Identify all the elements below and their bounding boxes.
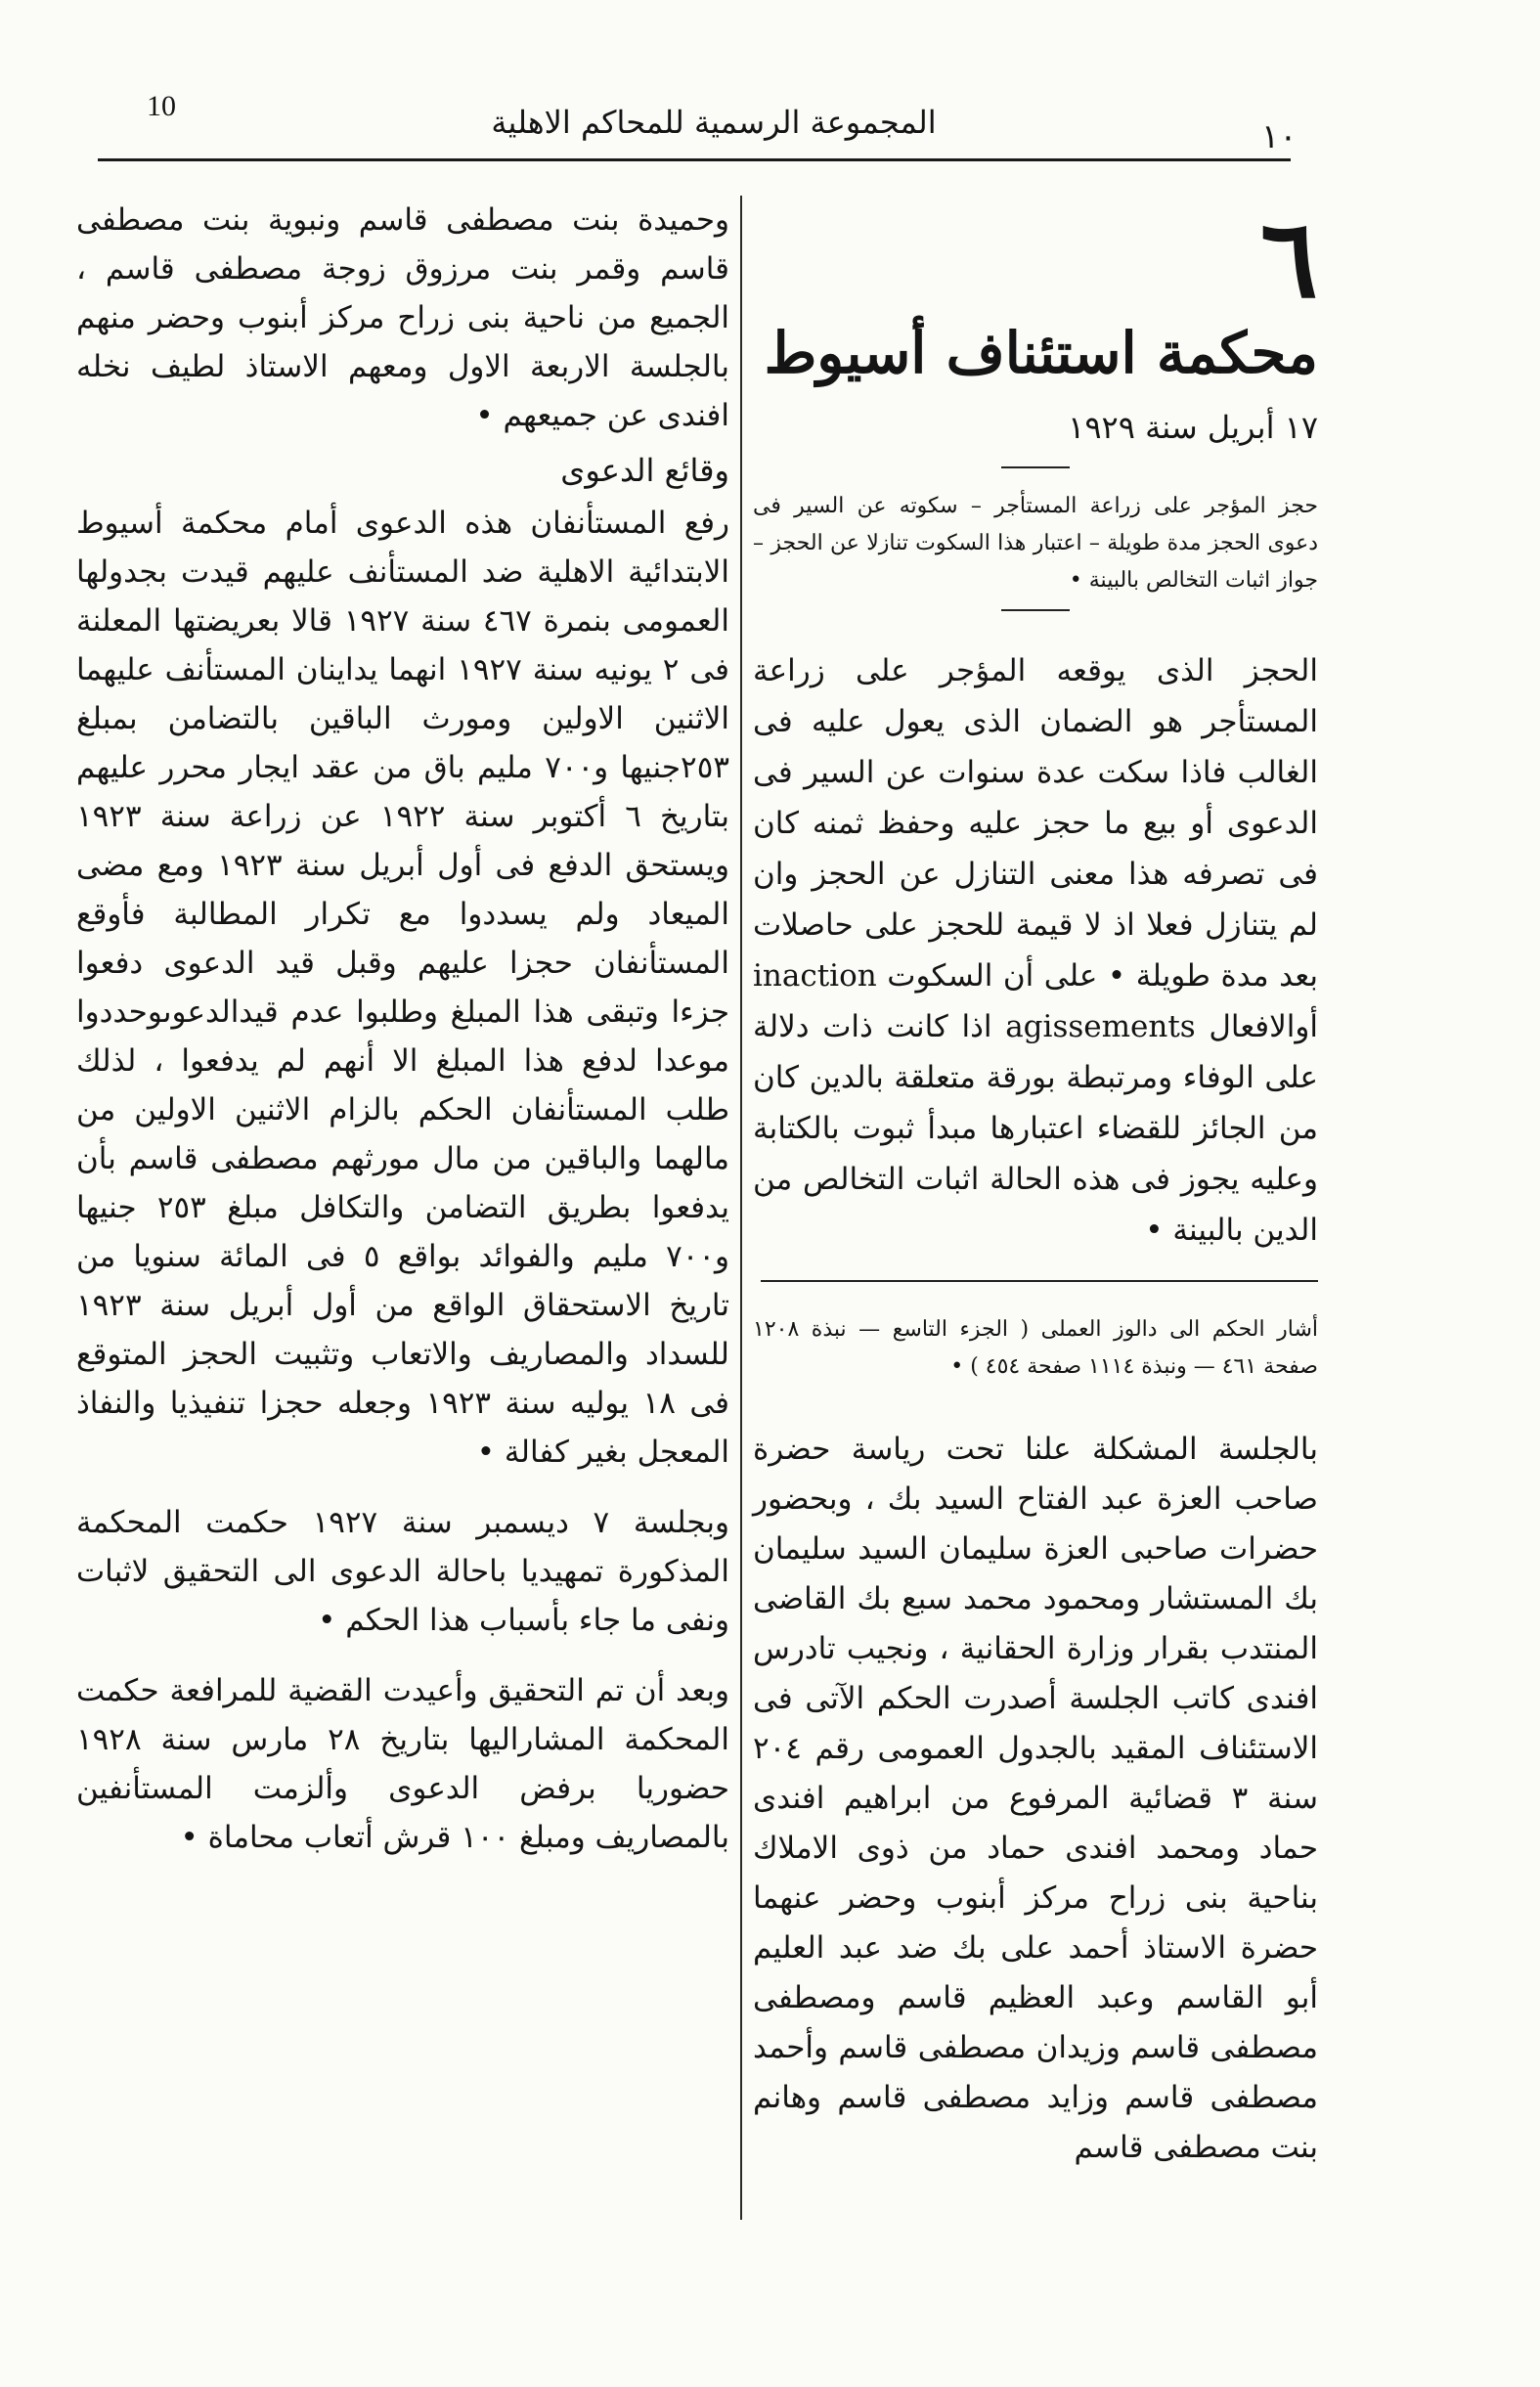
court-name: محكمة استئناف أسيوط	[764, 320, 1318, 386]
running-title: المجموعة الرسمية للمحاكم الاهلية	[491, 104, 937, 141]
case-summary: حجز المؤجر على زراعة المستأجر – سكوته عن السير فى دعوى الحجز مدة طويلة – اعتبار هذا السكوت تنازلا عن الحجز – جواز اثبات التخالص بالبينة •	[753, 494, 1318, 593]
section-heading: وقائع الدعوى	[560, 452, 729, 489]
left-column	[76, 196, 729, 1862]
page-number-arabic: ١٠	[1261, 117, 1298, 156]
column-divider	[740, 196, 742, 2220]
facts-paragraph-1: رفع المستأنفان هذه الدعوى أمام محكمة أسيوط الابتدائية الاهلية ضد المستأنف عليهم قيدت بجدولها العمومى بنمرة ٤٦٧ سنة ١٩٢٧ قالا بعريضتها المعلنة فى ٢ يونيه سنة ١٩٢٧ انهما يداينان المستأنف عليهما الاثنين الاولين ومورث الباقين بالتضامن بمبلغ ٢٥٣جنيها و٧٠٠ مليم باق من عقد ايجار محرر عليهم بتاريخ ٦ أكتوبر سنة ١٩٢٢ عن زراعة سنة ١٩٢٣ ويستحق الدفع فى أول أبريل سنة ١٩٢٣ ومع مضى الميعاد ولم يسددوا مع تكرار المطالبة فأوقع المستأنفان حجزا عليهم وقبل قيد الدعوى دفعوا جزءا وتبقى هذا المبلغ وطلبوا عدم قيدالدعوىوحددوا موعدا لدفع هذا المبلغ الا أنهم لم يدفعوا ، لذلك طلب المستأنفان الحكم بالزام الاثنين الاولين من مالهما والباقين من مال مورثهم مصطفى قاسم بأن يدفعوا بطريق التضامن والتكافل مبلغ ٢٥٣ جنيها و٧٠٠ مليم والفوائد بواقع ٥ فى المائة سنويا من تاريخ الاستحقاق الواقع من أول أبريل سنة ١٩٢٣ للسداد والمصاريف والاتعاب وتثبيت الحجز المتوقع فى ١٨ يوليه سنة ١٩٢٣ وجعله حجزا تنفيذيا والنفاذ المعجل بغير كفالة •	[76, 506, 729, 1470]
principle-rule	[761, 1280, 1318, 1282]
judgment-date: ١٧ أبريل سنة ١٩٢٩	[1068, 409, 1318, 446]
header-rule	[98, 158, 1291, 161]
hearing-text: بالجلسة المشكلة علنا تحت رياسة حضرة صاحب العزة عبد الفتاح السيد بك ، وبحضور حضرات صاحبى العزة سليمان السيد سليمان بك المستشار ومحمود محمد سبع بك القاضى المنتدب بقرار وزارة الحقانية ، ونجيب تادرس افندى كاتب الجلسة أصدرت الحكم الآتى فى الاستئناف المقيد بالجدول العمومى رقم ٢٠٤ سنة ٣ قضائية المرفوع من ابراهيم افندى حماد ومحمد افندى حماد من ذوى الاملاك بناحية بنى زراح مركز أبنوب وحضر عنهما حضرة الاستاذ أحمد على بك ضد عبد العليم أبو القاسم وعبد العظيم قاسم ومصطفى مصطفى قاسم وزيدان مصطفى قاسم وأحمد مصطفى قاسم وزايد مصطفى قاسم وهانم بنت مصطفى قاسم	[753, 1432, 1318, 2165]
summary-rule	[1001, 609, 1070, 611]
facts-paragraph-3: وبعد أن تم التحقيق وأعيدت القضية للمرافعة حكمت المحكمة المشاراليها بتاريخ ٢٨ مارس سنة ١٩٢٨ حضوريا برفض الدعوى وألزمت المستأنفين بالمصاريف ومبلغ ١٠٠ قرش أتعاب محاماة •	[76, 1673, 729, 1855]
parties-continued: وحميدة بنت مصطفى قاسم ونبوية بنت مصطفى قاسم وقمر بنت مرزوق زوجة مصطفى قاسم ، الجميع من ناحية بنى زراح مركز أبنوب وحضر منهم بالجلسة الاربعة الاول ومعهم الاستاذ لطيف نخله افندى عن جميعهم •	[76, 202, 729, 433]
legal-principle: الحجز الذى يوقعه المؤجر على زراعة المستأجر هو الضمان الذى يعول عليه فى الغالب فاذا سكت عدة سنوات عن السير فى الدعوى أو بيع ما حجز عليه وحفظ ثمنه كان فى تصرفه هذا معنى التنازل عن الحجز وان لم يتنازل فعلا اذ لا قيمة للحجز على حاصلات بعد مدة طويلة • على أن السكوت inaction أوالافعال agissements اذا كانت ذات دلالة على الوفاء ومرتبطة بورقة متعلقة بالدين كان من الجائز للقضاء اعتبارها مبدأ ثبوت بالكتابة وعليه يجوز فى هذه الحالة اثبات التخالص من الدين بالبينة •	[753, 653, 1318, 1248]
reference-note: أشار الحكم الى دالوز العملى ( الجزء التاسع — نبذة ١٢٠٨ صفحة ٤٦١ — ونبذة ١١١٤ صفحة ٤٥٤ ) •	[753, 1317, 1318, 1379]
case-number: ٦	[1259, 196, 1318, 322]
date-rule	[1001, 466, 1070, 468]
page-number-latin: 10	[147, 90, 176, 122]
facts-paragraph-2: وبجلسة ٧ ديسمبر سنة ١٩٢٧ حكمت المحكمة المذكورة تمهيديا باحالة الدعوى الى التحقيق لاثبات ونفى ما جاء بأسباب هذا الحكم •	[76, 1505, 729, 1638]
right-column	[753, 196, 1318, 2173]
